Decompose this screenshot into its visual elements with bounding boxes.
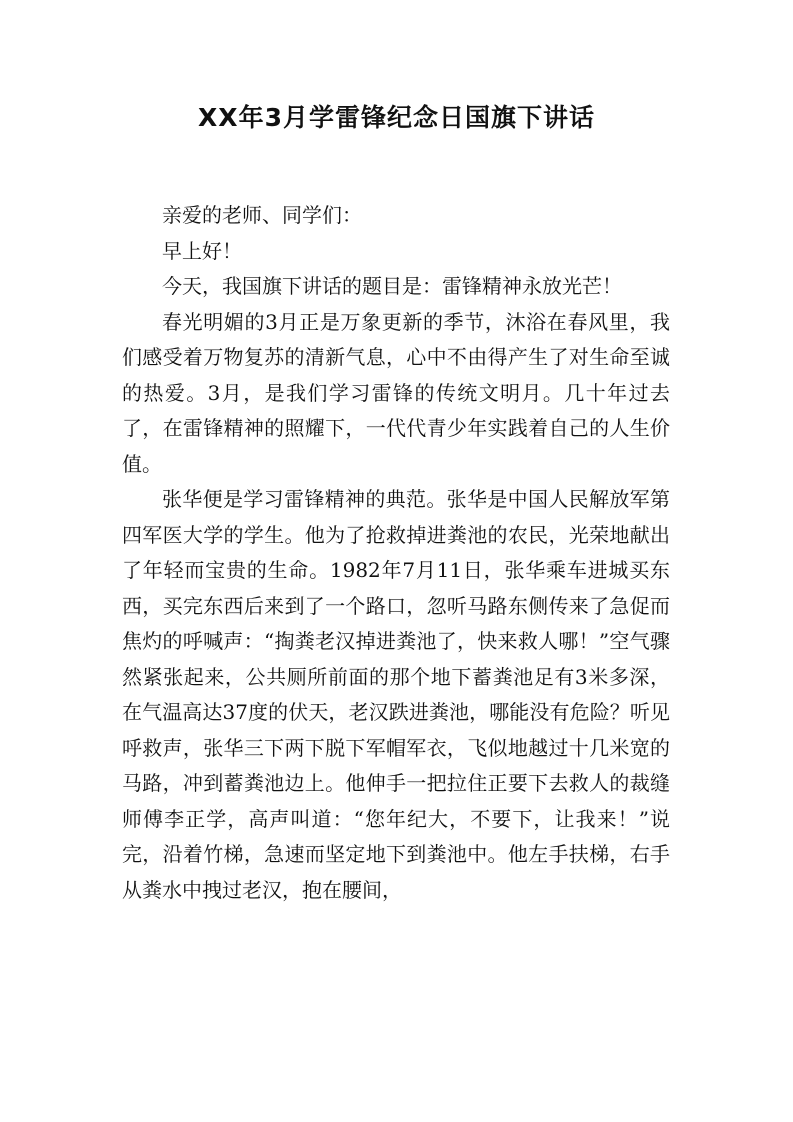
paragraph-greeting: 亲爱的老师、同学们：	[162, 203, 362, 227]
paragraph-topic: 今天，我国旗下讲话的题目是：雷锋精神永放光芒！	[162, 274, 622, 298]
paragraph-zhang-hua: 张华便是学习雷锋精神的典范。张华是中国人民解放军第四军医大学的学生。他为了抢救掉进粪池的农民，光荣地献出了年轻而宝贵的生命。1982年7月11日，张华乘车进城买东西，买完东西后来到了一个路口，忽听马路东侧传来了急促而焦灼的呼喊声：“掏粪老汉掉进粪池了，快来救人哪！”空气骤然紧张起来，公共厕所前面的那个地下蓄粪池足有3米多深，在气温高达37度的伏天，老汉跌进粪池，哪能没有危险？听见呼救声，张华三下两下脱下军帽军衣，飞似地越过十几米宽的马路，冲到蓄粪池边上。他伸手一把拉住正要下去救人的裁缝师傅李正学，高声叫道：“您年纪大，不要下，让我来！”说完，沿着竹梯，急速而坚定地下到粪池中。他左手扶梯，右手从粪水中拽过老汉，抱在腰间，	[122, 487, 670, 902]
paragraph-good-morning: 早上好！	[162, 238, 242, 263]
page-title: XX年3月学雷锋纪念日国旗下讲话	[198, 103, 595, 132]
speech-body	[122, 198, 670, 908]
paragraph-spring: 春光明媚的3月正是万象更新的季节，沐浴在春风里，我们感受着万物复苏的清新气息，心中不由得产生了对生命至诚的热爱。3月，是我们学习雷锋的传统文明月。几十年过去了，在雷锋精神的照耀下，一代代青少年实践着自己的人生价值。	[122, 309, 670, 476]
